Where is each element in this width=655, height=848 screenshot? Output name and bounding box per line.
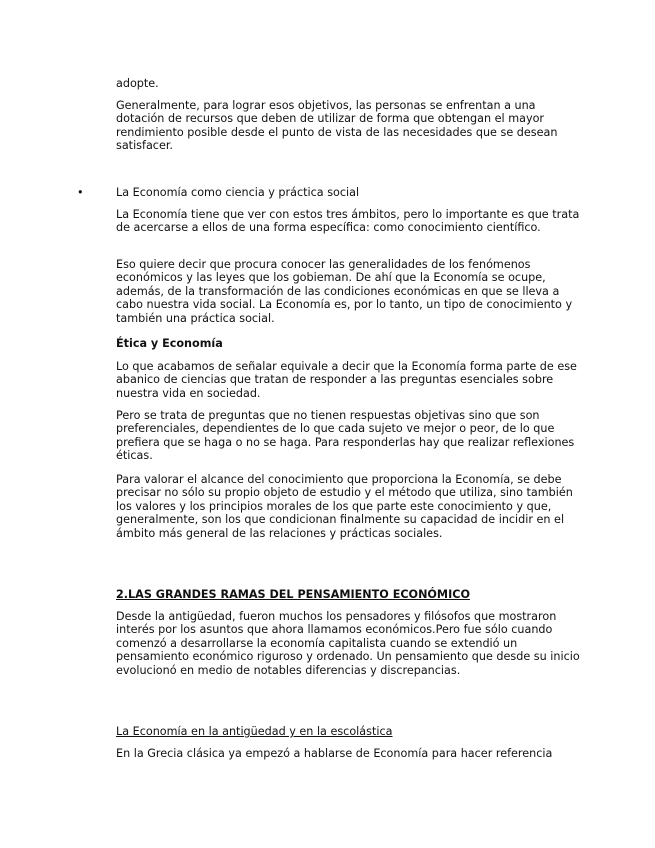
paragraph-generalmente: Generalmente, para lograr esos objetivos, las personas se enfrentan a una dotación de recursos que deben de utilizar de forma que obtengan el mayor rendimiento posible desde el punto de vista de las necesidades que se desean satisfacer. <box>116 99 558 153</box>
paragraph-adopte: adopte. <box>116 77 159 90</box>
paragraph-para-valorar: Para valorar el alcance del conocimiento que proporciona la Economía, se debe precisar no sólo su propio objeto de estudio y el método que utiliza, sino también los valores y los principios morales de los que parte este conocimiento y que, generalmente, son los que condicionan finalmente su capacidad de incidir en el ámbito más general de las relaciones y prácticas sociales. <box>116 473 573 540</box>
bullet-item-economia-ciencia: La Economía como ciencia y práctica social <box>116 186 360 199</box>
bullet-dot-icon: • <box>77 186 84 199</box>
paragraph-grecia-clasica: En la Grecia clásica ya empezó a hablarse de Economía para hacer referencia <box>116 747 553 760</box>
paragraph-pero-se: Pero se trata de preguntas que no tienen respuestas objetivas sino que son preferenciales, dependientes de lo que cada sujeto ve mejor o peor, de lo que prefiera que se haga o no se haga. Para responderlas hay que realizar reflexiones éticas. <box>116 409 575 463</box>
heading-grandes-ramas: 2.LAS GRANDES RAMAS DEL PENSAMIENTO ECONÓMICO <box>116 588 470 601</box>
paragraph-lo-que: Lo que acabamos de señalar equivale a decir que la Economía forma parte de ese abanico de ciencias que tratan de responder a las preguntas esenciales sobre nuestra vida en sociedad. <box>116 360 577 400</box>
paragraph-eso-quiere: Eso quiere decir que procura conocer las generalidades de los fenómenos económicos y las leyes que los gobieman. De ahí que la Economía se ocupe, además, de la transformación de las condiciones económicas en que se lleva a cabo nuestra vida social. La Economía es, por lo tanto, un tipo de conocimiento y también una práctica social. <box>116 258 573 325</box>
heading-etica-economia: Ética y Economía <box>116 337 223 350</box>
paragraph-desde-antiguedad: Desde la antigüedad, fueron muchos los pensadores y filósofos que mostraron interés por los asuntos que ahora llamamos económicos.Pero fue sólo cuando comenzó a desarrollarse la economía capitalista cuando se extendió un pensamiento económico riguroso y ordenado. Un pensamiento que desde su inicio evolucionó en medio de notables diferencias y discrepancias. <box>116 610 580 677</box>
subheading-antiguedad-escolastica: La Economía en la antigüedad y en la escolástica <box>116 725 393 738</box>
paragraph-tres-ambitos: La Economía tiene que ver con estos tres ámbitos, pero lo importante es que trata de acercarse a ellos de una forma específica: como conocimiento científico. <box>116 208 580 235</box>
